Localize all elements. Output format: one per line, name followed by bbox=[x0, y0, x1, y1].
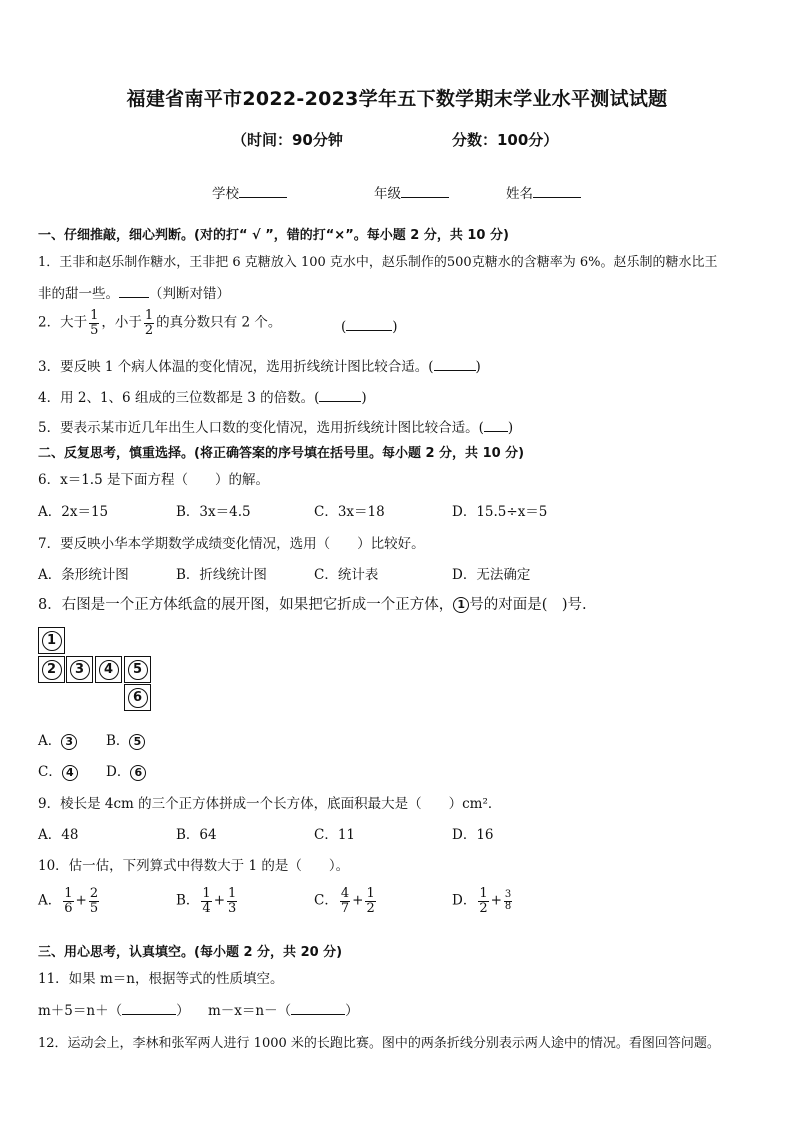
q9-option-a[interactable]: A．48 bbox=[38, 827, 79, 843]
circled-number-icon: 1 bbox=[453, 597, 469, 613]
question-3-blank[interactable] bbox=[434, 358, 476, 371]
q8-option-d[interactable]: D． 6 bbox=[106, 760, 146, 781]
grade-label: 年级 bbox=[374, 186, 401, 202]
q6-option-b[interactable]: B．3x＝4.5 bbox=[176, 504, 251, 520]
cube-face-1: 1 bbox=[38, 627, 65, 654]
fraction-1-2: $\frac{1}{2}$ bbox=[144, 308, 154, 338]
q7-option-d[interactable]: D．无法确定 bbox=[452, 567, 531, 583]
question-1-line-2: 非的甜一些。 （判断对错） bbox=[38, 286, 230, 302]
section-1-heading: 一、仔细推敲，细心判断。(对的打“ √ ”，错的打“×”。每小题 2 分，共 10 分) bbox=[38, 228, 509, 243]
cube-face-5: 5 bbox=[124, 656, 151, 683]
name-blank[interactable] bbox=[533, 185, 581, 198]
school-blank[interactable] bbox=[239, 185, 287, 198]
q10-option-c[interactable]: C． $\frac{4}{7}$ + $\frac{1}{2}$ bbox=[314, 886, 375, 916]
page-title: 福建省南平市2022-2023学年五下数学期末学业水平测试试题 bbox=[126, 88, 668, 110]
question-8: 8．右图是一个正方体纸盒的展开图，如果把它折成一个正方体， 1 号的对面是( )号. bbox=[38, 597, 587, 613]
question-11-part-b: m－x＝n－（ ） bbox=[208, 1003, 359, 1019]
school-field[interactable] bbox=[212, 182, 287, 202]
question-2: 2．大于 $\frac{1}{5}$ ，小于 $\frac{1}{2}$ 的真分数只有 2 个。 bbox=[38, 308, 282, 338]
q9-option-d[interactable]: D．16 bbox=[452, 827, 494, 843]
question-11-part-a: m＋5＝n＋（ ） bbox=[38, 1003, 190, 1019]
cube-face-6: 6 bbox=[124, 684, 151, 711]
school-label: 学校 bbox=[212, 186, 239, 202]
question-1-line-1: 1．王非和赵乐制作糖水，王非把 6 克糖放入 100 克水中，赵乐制作的500克糖水的含糖率为 6%。赵乐制的糖水比王 bbox=[38, 255, 718, 270]
question-1-blank[interactable] bbox=[119, 285, 149, 298]
exam-score: 分数：100分） bbox=[452, 131, 559, 149]
question-9: 9．棱长是 4cm 的三个正方体拼成一个长方体，底面积最大是（ ）cm²． bbox=[38, 796, 502, 812]
section-3-heading: 三、用心思考，认真填空。(每小题 2 分，共 20 分) bbox=[38, 945, 343, 960]
q6-option-d[interactable]: D．15.5÷x＝5 bbox=[452, 504, 548, 520]
fraction-1-5: $\frac{1}{5}$ bbox=[90, 308, 99, 338]
name-field[interactable] bbox=[506, 182, 581, 202]
q10-option-d[interactable]: D． $\frac{1}{2}$ + $\frac{3}{8}$ bbox=[452, 886, 512, 916]
question-11: 11．如果 m＝n，根据等式的性质填空。 bbox=[38, 971, 284, 987]
q9-option-c[interactable]: C．11 bbox=[314, 827, 356, 843]
question-2-answer[interactable]: ( ) bbox=[341, 319, 398, 335]
q6-option-a[interactable]: A．2x＝15 bbox=[38, 504, 109, 520]
question-4: 4．用 2、1、6 组成的三位数都是 3 的倍数。( ) bbox=[38, 390, 367, 406]
q6-option-c[interactable]: C．3x＝18 bbox=[314, 504, 385, 520]
question-4-blank[interactable] bbox=[319, 389, 361, 402]
q8-option-c[interactable]: C． 4 bbox=[38, 760, 78, 781]
name-label: 姓名 bbox=[506, 186, 533, 202]
q7-option-c[interactable]: C．统计表 bbox=[314, 567, 379, 583]
question-11a-blank[interactable] bbox=[122, 1002, 176, 1015]
section-2-heading: 二、反复思考，慎重选择。(将正确答案的序号填在括号里。每小题 2 分，共 10 分) bbox=[38, 446, 525, 461]
exam-time: （时间：90分钟 bbox=[232, 131, 343, 149]
question-6: 6．x＝1.5 是下面方程（ ）的解。 bbox=[38, 472, 269, 488]
q8-option-a[interactable]: A． 3 bbox=[38, 729, 77, 750]
cube-net-diagram bbox=[38, 627, 152, 711]
cube-face-4: 4 bbox=[95, 656, 122, 683]
q9-option-b[interactable]: B．64 bbox=[176, 827, 217, 843]
grade-field[interactable] bbox=[374, 182, 449, 202]
question-5: 5．要表示某市近几年出生人口数的变化情况，选用折线统计图比较合适。( ) bbox=[38, 420, 514, 436]
question-3: 3．要反映 1 个病人体温的变化情况，选用折线统计图比较合适。( ) bbox=[38, 359, 481, 375]
question-10: 10．估一估，下列算式中得数大于 1 的是（ ）。 bbox=[38, 858, 350, 874]
cube-face-2: 2 bbox=[38, 656, 65, 683]
q10-option-b[interactable]: B． $\frac{1}{4}$ + $\frac{1}{3}$ bbox=[176, 886, 237, 916]
cube-face-3: 3 bbox=[66, 656, 93, 683]
q7-option-a[interactable]: A．条形统计图 bbox=[38, 567, 129, 583]
question-12: 12．运动会上，李林和张军两人进行 1000 米的长跑比赛。图中的两条折线分别表示两人途中的情况。看图回答问题。 bbox=[38, 1036, 720, 1051]
question-11b-blank[interactable] bbox=[291, 1002, 345, 1015]
question-7: 7．要反映小华本学期数学成绩变化情况，选用（ ）比较好。 bbox=[38, 536, 425, 552]
q7-option-b[interactable]: B．折线统计图 bbox=[176, 567, 267, 583]
question-5-blank[interactable] bbox=[484, 419, 508, 432]
q8-option-b[interactable]: B． 5 bbox=[106, 729, 145, 750]
grade-blank[interactable] bbox=[401, 185, 449, 198]
q10-option-a[interactable]: A． $\frac{1}{6}$ + $\frac{2}{5}$ bbox=[38, 886, 99, 916]
